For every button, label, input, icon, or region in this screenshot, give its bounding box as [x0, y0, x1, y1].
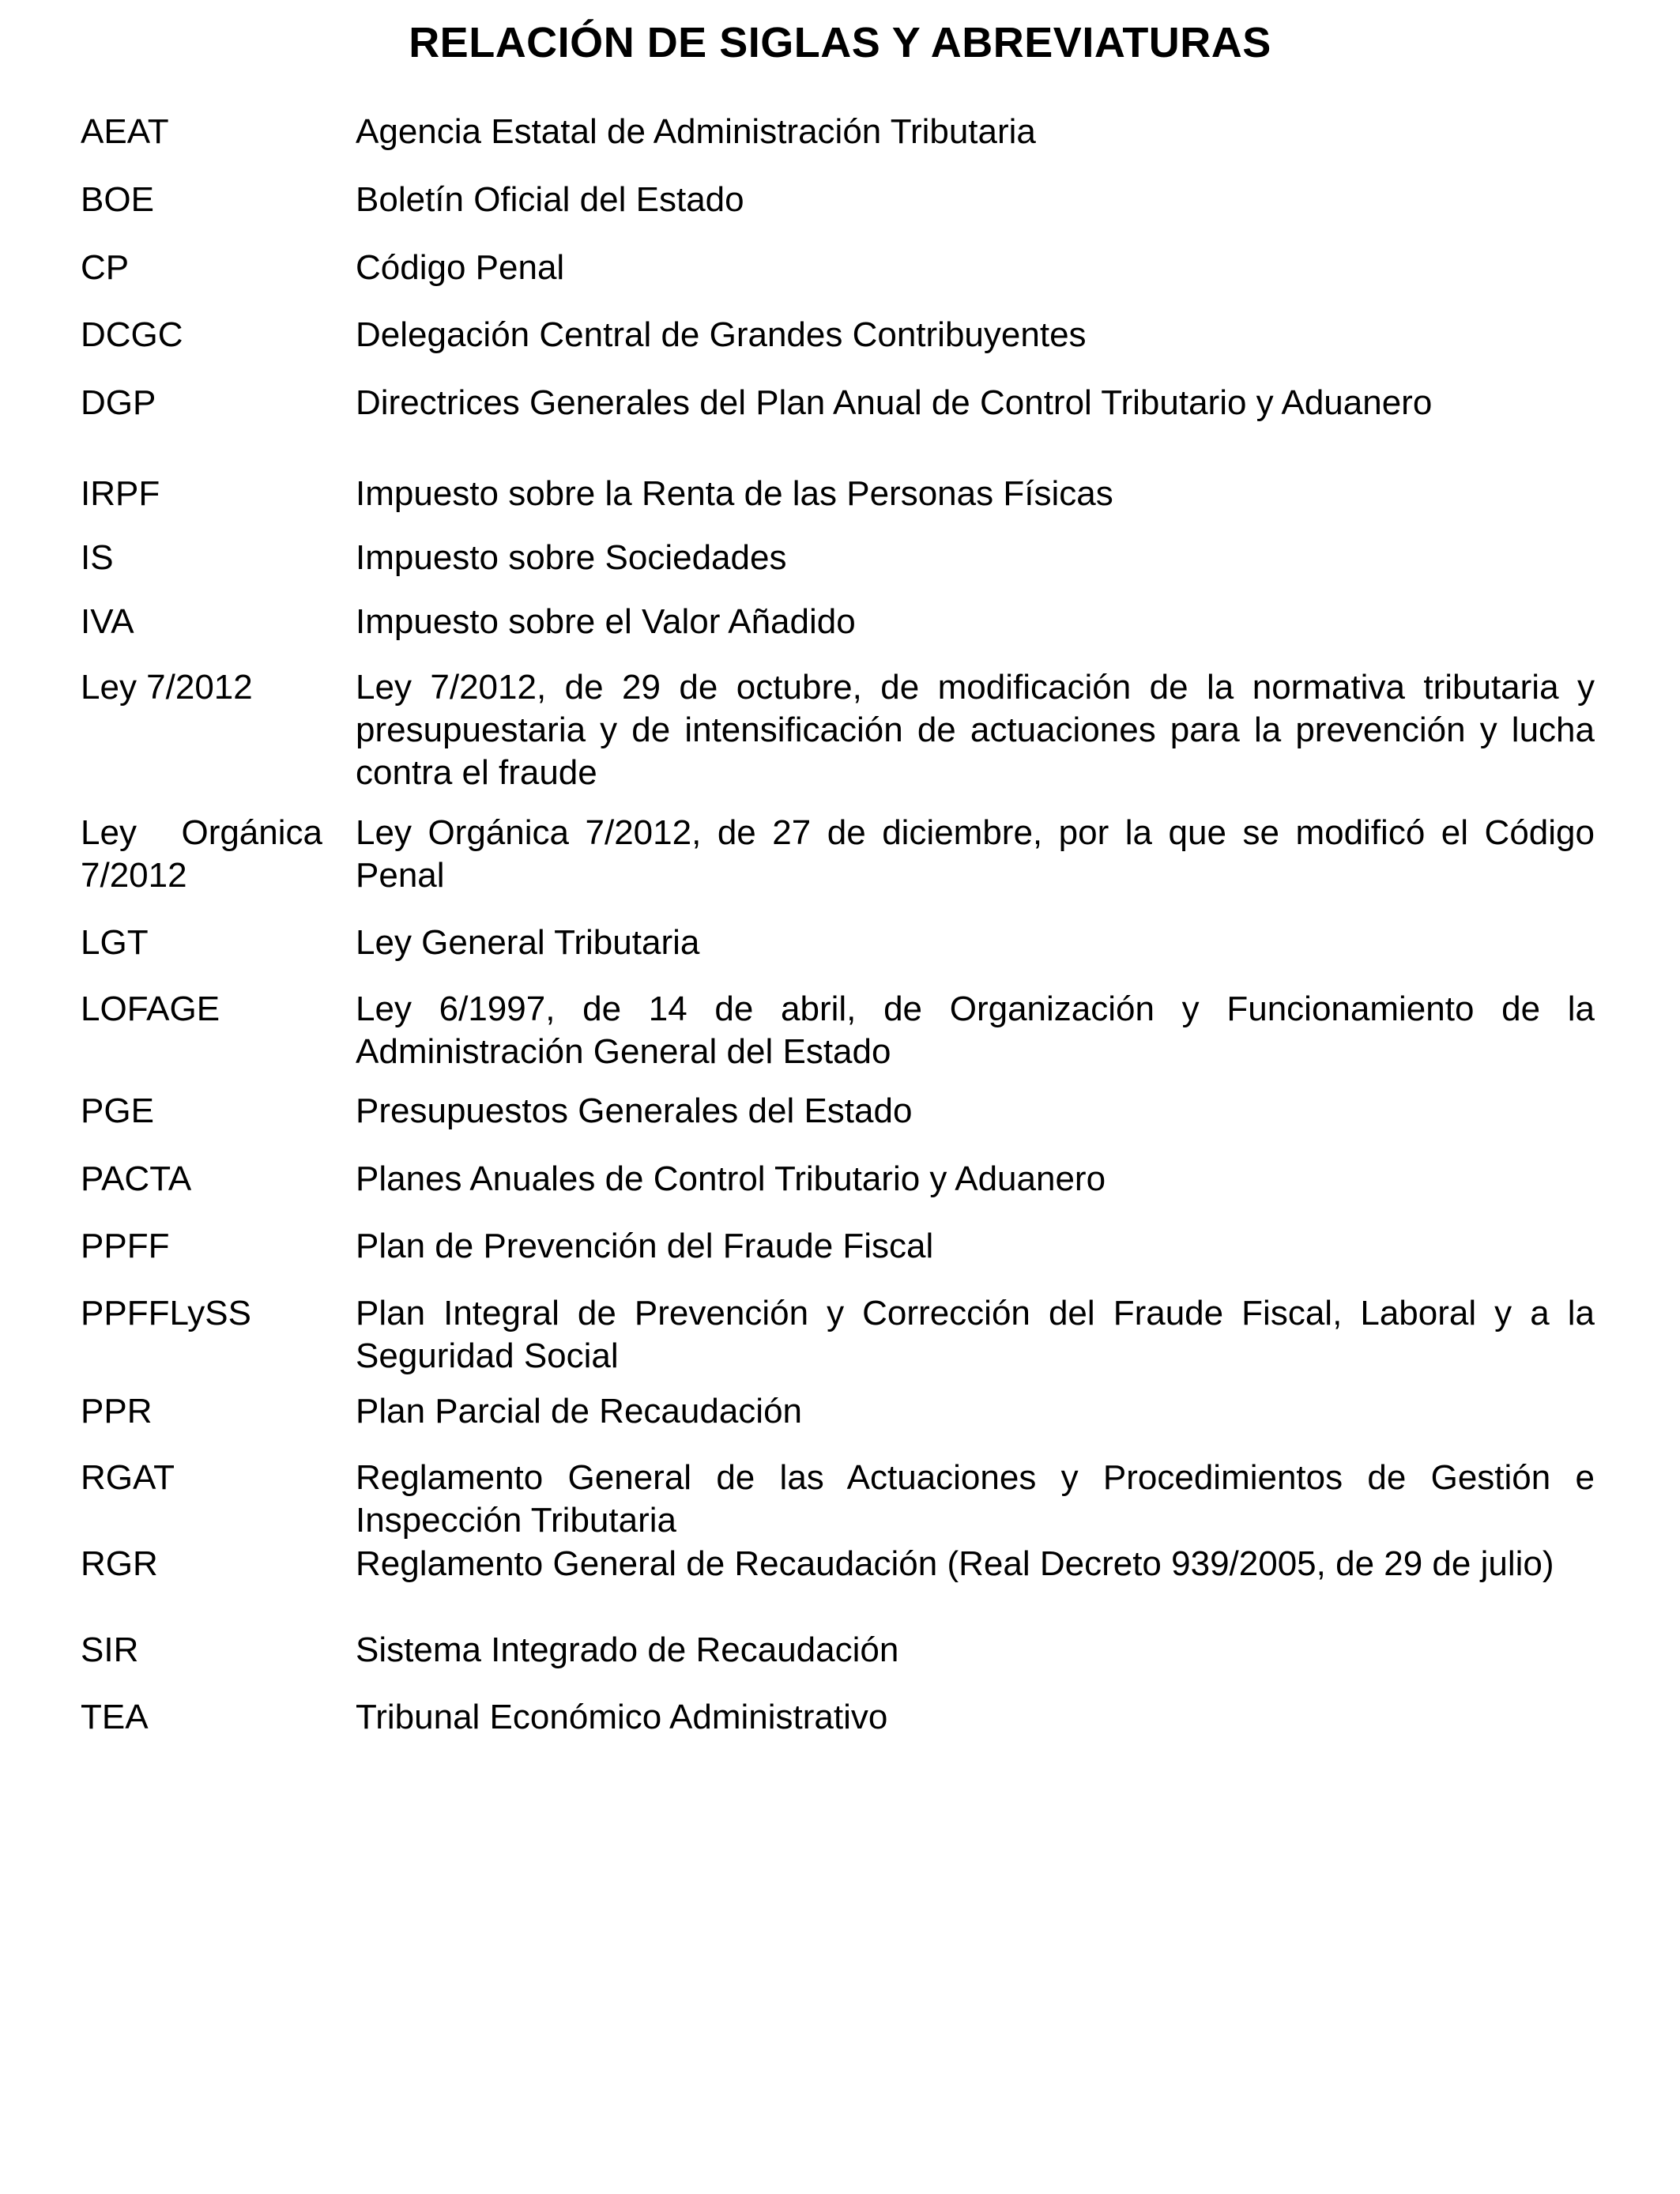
acronym: PPFFLySS — [81, 1294, 251, 1333]
meaning: Reglamento General de las Actuaciones y Procedimientos de Gestión e Inspección Tributaria — [356, 1458, 1595, 1540]
acronym: IVA — [81, 602, 134, 641]
meaning: Presupuestos Generales del Estado — [356, 1091, 913, 1130]
acronym: IRPF — [81, 474, 160, 513]
acronym: PPR — [81, 1392, 153, 1431]
acronym: CP — [81, 248, 130, 287]
acronym: PACTA — [81, 1159, 192, 1198]
meaning: Planes Anuales de Control Tributario y Aduanero — [356, 1159, 1106, 1198]
meaning: Agencia Estatal de Administración Tributaria — [356, 112, 1036, 151]
acronym: BOE — [81, 180, 154, 219]
meaning: Ley Orgánica 7/2012, de 27 de diciembre, por la que se modificó el Código Penal — [356, 813, 1595, 895]
meaning: Ley 7/2012, de 29 de octubre, de modificación de la normativa tributaria y presupuestaria y de intensificación de actuaciones para la prevención y lucha contra el fraude — [356, 668, 1595, 792]
meaning: Ley 6/1997, de 14 de abril, de Organización y Funcionamiento de la Administración General del Estado — [356, 990, 1595, 1071]
meaning: Ley General Tributaria — [356, 923, 700, 962]
meaning: Reglamento General de Recaudación (Real Decreto 939/2005, de 29 de julio) — [356, 1544, 1554, 1583]
acronym: PGE — [81, 1091, 154, 1130]
acronym: Ley Orgánica 7/2012 — [81, 813, 322, 895]
acronym: PPFF — [81, 1227, 170, 1265]
meaning: Plan de Prevención del Fraude Fiscal — [356, 1227, 934, 1265]
acronym: DGP — [81, 383, 156, 422]
meaning: Impuesto sobre Sociedades — [356, 538, 787, 577]
meaning: Plan Integral de Prevención y Corrección del Fraude Fiscal, Laboral y a la Seguridad Social — [356, 1294, 1595, 1375]
acronym: RGR — [81, 1544, 158, 1583]
meaning: Sistema Integrado de Recaudación — [356, 1630, 899, 1669]
acronym: AEAT — [81, 112, 169, 151]
acronym: RGAT — [81, 1458, 175, 1497]
meaning: Directrices Generales del Plan Anual de Control Tributario y Aduanero — [356, 383, 1433, 422]
acronym: TEA — [81, 1698, 149, 1736]
meaning: Tribunal Económico Administrativo — [356, 1698, 888, 1736]
meaning: Impuesto sobre la Renta de las Personas Físicas — [356, 474, 1113, 513]
acronym: Ley 7/2012 — [81, 668, 253, 707]
acronym: DCGC — [81, 315, 183, 354]
meaning: Plan Parcial de Recaudación — [356, 1392, 803, 1431]
acronym: SIR — [81, 1630, 139, 1669]
meaning: Delegación Central de Grandes Contribuyentes — [356, 315, 1087, 354]
meaning: Impuesto sobre el Valor Añadido — [356, 602, 856, 641]
acronym: LGT — [81, 923, 149, 962]
page-title: RELACIÓN DE SIGLAS Y ABREVIATURAS — [409, 19, 1271, 66]
acronym: IS — [81, 538, 114, 577]
meaning: Boletín Oficial del Estado — [356, 180, 744, 219]
meaning: Código Penal — [356, 248, 565, 287]
acronym: LOFAGE — [81, 990, 220, 1028]
